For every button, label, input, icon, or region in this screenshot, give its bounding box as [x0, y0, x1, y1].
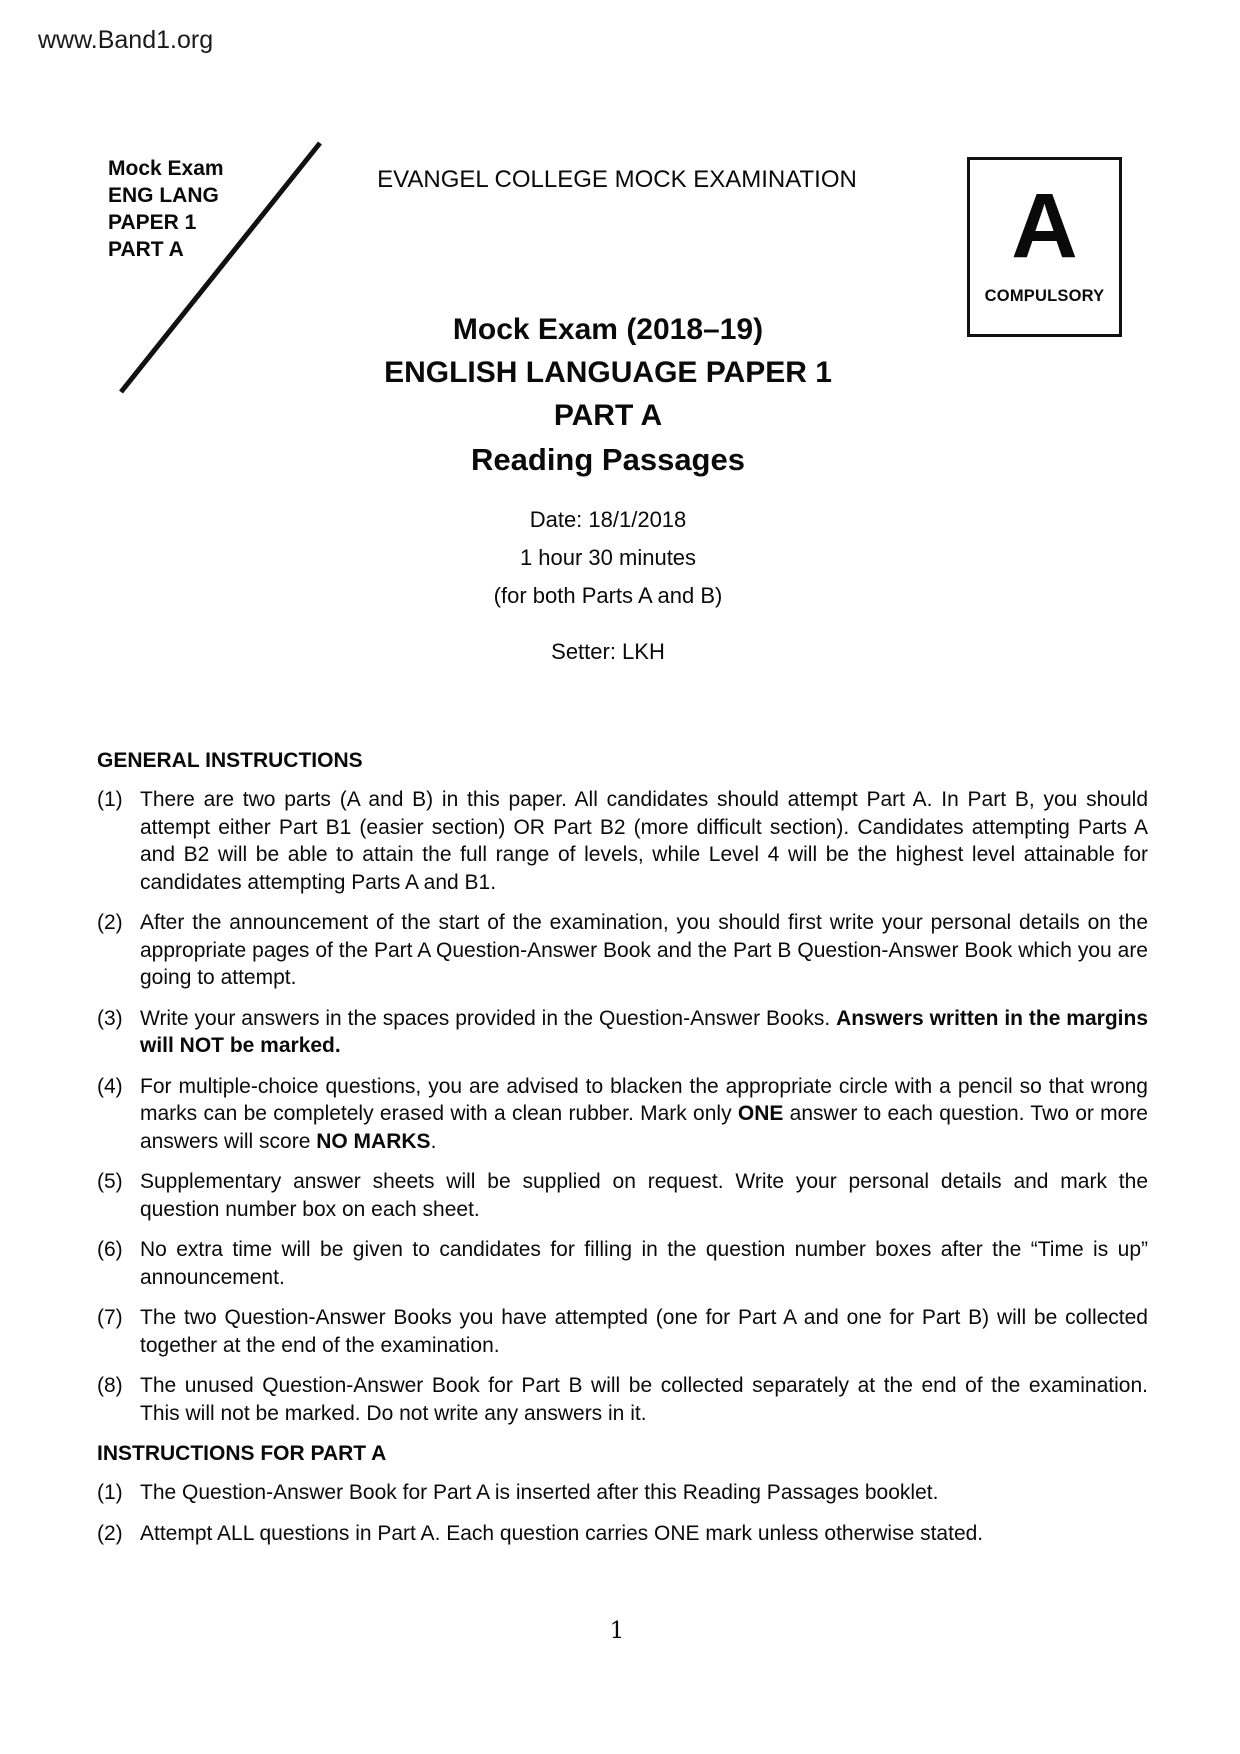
instruction-text: There are two parts (A and B) in this paper. All candidates should attempt Part A. In Part B, you should attempt either Part B1 (easier section) OR Part B2 (more difficult section). Candidates attempting Parts A and B2 will be able to attain the full range of levels, while Level 4 will be the highest level attainable for candidates attempting Parts A and B1. [140, 788, 1148, 894]
instruction-text: Write your answers in the spaces provided in the Question-Answer Books. Answers written in the margins will NOT be marked. [140, 1006, 1148, 1057]
title-block [0, 308, 1216, 666]
corner-label-line: Mock Exam [108, 157, 224, 180]
instruction-number: (8) [97, 1374, 123, 1397]
general-instructions-list [97, 786, 1148, 1427]
part-a-instructions-list [97, 1479, 1148, 1547]
instruction-text: The Question-Answer Book for Part A is inserted after this Reading Passages booklet. [140, 1481, 939, 1504]
instruction-item [97, 909, 1148, 992]
instruction-number: (2) [97, 911, 123, 934]
instruction-text: The two Question-Answer Books you have attempted (one for Part A and one for Part B) will be collected together at the end of the examination. [140, 1306, 1148, 1357]
instruction-number: (4) [97, 1074, 123, 1098]
exam-title-line: Mock Exam (2018–19) [452, 313, 764, 346]
corner-label-line: PAPER 1 [108, 211, 197, 234]
instructions-section [97, 747, 1148, 1560]
instruction-item [97, 1236, 1148, 1291]
instruction-number: (1) [97, 788, 123, 811]
corner-label-line: PART A [108, 238, 184, 261]
setter-line: Setter: LKH [551, 639, 665, 664]
instruction-text: No extra time will be given to candidates for filling in the question number boxes after the “Time is up” announcement. [140, 1238, 1148, 1289]
instruction-item [97, 786, 1148, 896]
instruction-item [97, 1005, 1148, 1060]
instruction-number: (1) [97, 1481, 123, 1504]
instruction-number: (7) [97, 1306, 123, 1329]
exam-meta-line: (for both Parts A and B) [493, 583, 723, 608]
paper-subtitle: Reading Passages [471, 442, 745, 477]
part-a-instructions-heading: INSTRUCTIONS FOR PART A [97, 1442, 387, 1465]
instruction-number: (6) [97, 1238, 123, 1261]
instruction-text: The unused Question-Answer Book for Part B will be collected separately at the end of the examination. This will not be marked. Do not write any answers in it. [140, 1374, 1148, 1425]
instruction-item [97, 1372, 1148, 1427]
section-letter: A [1011, 175, 1078, 277]
exam-title-line: ENGLISH LANGUAGE PAPER 1 [384, 356, 832, 389]
instruction-item [97, 1304, 1148, 1359]
exam-meta-line: Date: 18/1/2018 [529, 507, 687, 532]
instruction-text: Supplementary answer sheets will be supplied on request. Write your personal details and mark the question number box on each sheet. [140, 1170, 1148, 1221]
corner-label-line: ENG LANG [108, 184, 219, 207]
instruction-item [97, 1073, 1148, 1156]
instruction-text: For multiple-choice questions, you are advised to blacken the appropriate circle with a pencil so that wrong marks can be completely erased with a clean rubber. Mark only ONE answer to each question. Two or more answers will score NO MARKS. [140, 1074, 1148, 1153]
instruction-item [97, 1168, 1148, 1223]
school-exam-title: EVANGEL COLLEGE MOCK EXAMINATION [377, 166, 857, 193]
page-number: 1 [609, 1618, 625, 1644]
instruction-number: (3) [97, 1006, 123, 1030]
instruction-text: After the announcement of the start of the examination, you should first write your personal details on the appropriate pages of the Part A Question-Answer Book and the Part B Question-Answer Book which you are going to attempt. [140, 911, 1148, 989]
instruction-number: (5) [97, 1170, 123, 1193]
site-watermark: www.Band1.org [38, 26, 214, 54]
instruction-item [97, 1479, 1148, 1507]
instruction-text: Attempt ALL questions in Part A. Each question carries ONE mark unless otherwise stated. [140, 1521, 984, 1545]
general-instructions-heading: GENERAL INSTRUCTIONS [97, 749, 363, 772]
exam-meta-line: 1 hour 30 minutes [519, 545, 697, 570]
exam-meta-lines [0, 506, 1216, 610]
instruction-item [97, 1520, 1148, 1548]
instruction-number: (2) [97, 1521, 123, 1545]
exam-title-line: PART A [553, 399, 663, 432]
compulsory-label: COMPULSORY [984, 287, 1105, 305]
exam-title-lines [0, 308, 1216, 437]
